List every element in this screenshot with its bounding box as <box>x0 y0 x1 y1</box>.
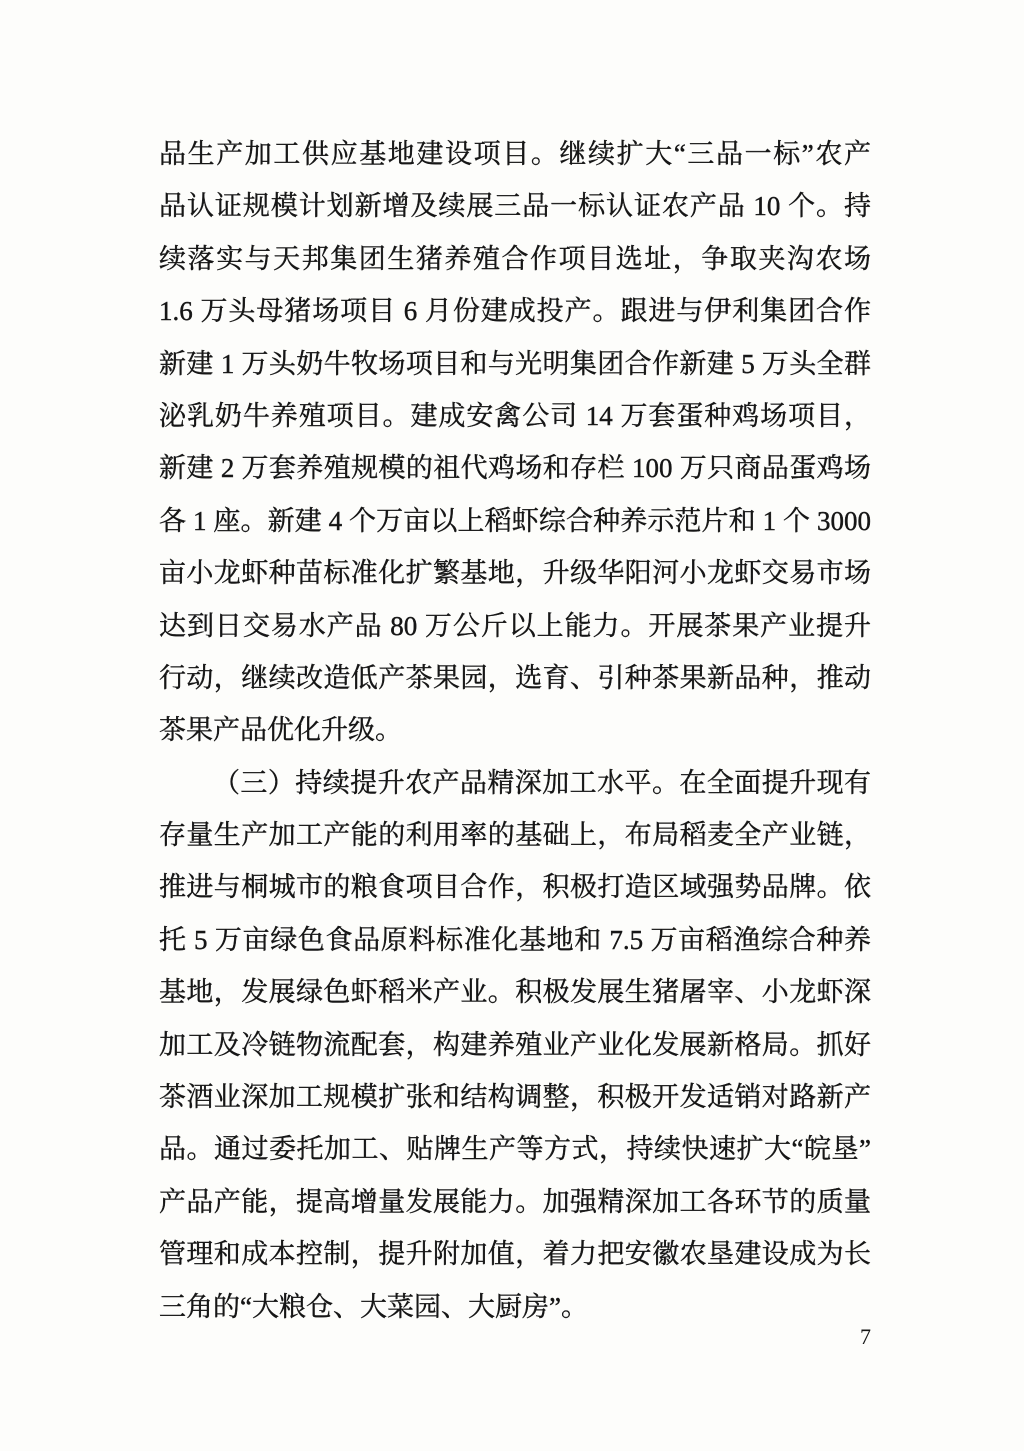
text-line: 加工及冷链物流配套，构建养殖业产业化发展新格局。抓好 <box>159 1029 871 1060</box>
text-line: 茶果产品优化升级。 <box>159 715 402 746</box>
text-line: 新建 2 万套养殖规模的祖代鸡场和存栏 100 万只商品蛋鸡场 <box>159 453 871 484</box>
text-line: 品。通过委托加工、贴牌生产等方式，持续快速扩大“皖垦” <box>159 1134 871 1165</box>
text-line: （三）持续提升农产品精深加工水平。在全面提升现有 <box>213 767 871 798</box>
text-line: 品生产加工供应基地建设项目。继续扩大“三品一标”农产 <box>159 139 871 169</box>
text-line: 茶酒业深加工规模扩张和结构调整，积极开发适销对路新产 <box>159 1082 871 1113</box>
text-line: 行动，继续改造低产茶果园，选育、引种茶果新品种，推动 <box>159 662 871 693</box>
text-line: 产品产能，提高增量发展能力。加强精深加工各环节的质量 <box>159 1186 871 1217</box>
text-line: 存量生产加工产能的利用率的基础上，布局稻麦全产业链， <box>159 820 871 851</box>
text-line: 三角的“大粮仓、大菜园、大厨房”。 <box>159 1291 588 1322</box>
page-number: 7 <box>860 1324 871 1349</box>
paragraph-section-3 <box>159 757 871 1333</box>
text-line: 推进与桐城市的粮食项目合作，积极打造区域强势品牌。依 <box>159 872 871 903</box>
text-line: 管理和成本控制，提升附加值，着力把安徽农垦建设成为长 <box>159 1239 871 1270</box>
text-line: 亩小龙虾种苗标准化扩繁基地，升级华阳河小龙虾交易市场 <box>159 558 871 589</box>
paragraph-continued <box>159 128 871 757</box>
text-line: 达到日交易水产品 80 万公斤以上能力。开展茶果产业提升 <box>159 610 871 641</box>
text-line: 1.6 万头母猪场项目 6 月份建成投产。跟进与伊利集团合作 <box>159 296 871 327</box>
text-line: 续落实与天邦集团生猪养殖合作项目选址，争取夹沟农场 <box>159 243 871 274</box>
text-line: 基地，发展绿色虾稻米产业。积极发展生猪屠宰、小龙虾深 <box>159 977 871 1008</box>
text-line: 品认证规模计划新增及续展三品一标认证农产品 10 个。持 <box>159 191 871 222</box>
text-line: 泌乳奶牛养殖项目。建成安禽公司 14 万套蛋种鸡场项目， <box>159 400 871 431</box>
text-line: 托 5 万亩绿色食品原料标准化基地和 7.5 万亩稻渔综合种养 <box>159 924 871 955</box>
document-text-block <box>159 128 871 1333</box>
text-line: 新建 1 万头奶牛牧场项目和与光明集团合作新建 5 万头全群 <box>159 348 871 379</box>
text-line: 各 1 座。新建 4 个万亩以上稻虾综合种养示范片和 1 个 3000 <box>159 505 871 536</box>
